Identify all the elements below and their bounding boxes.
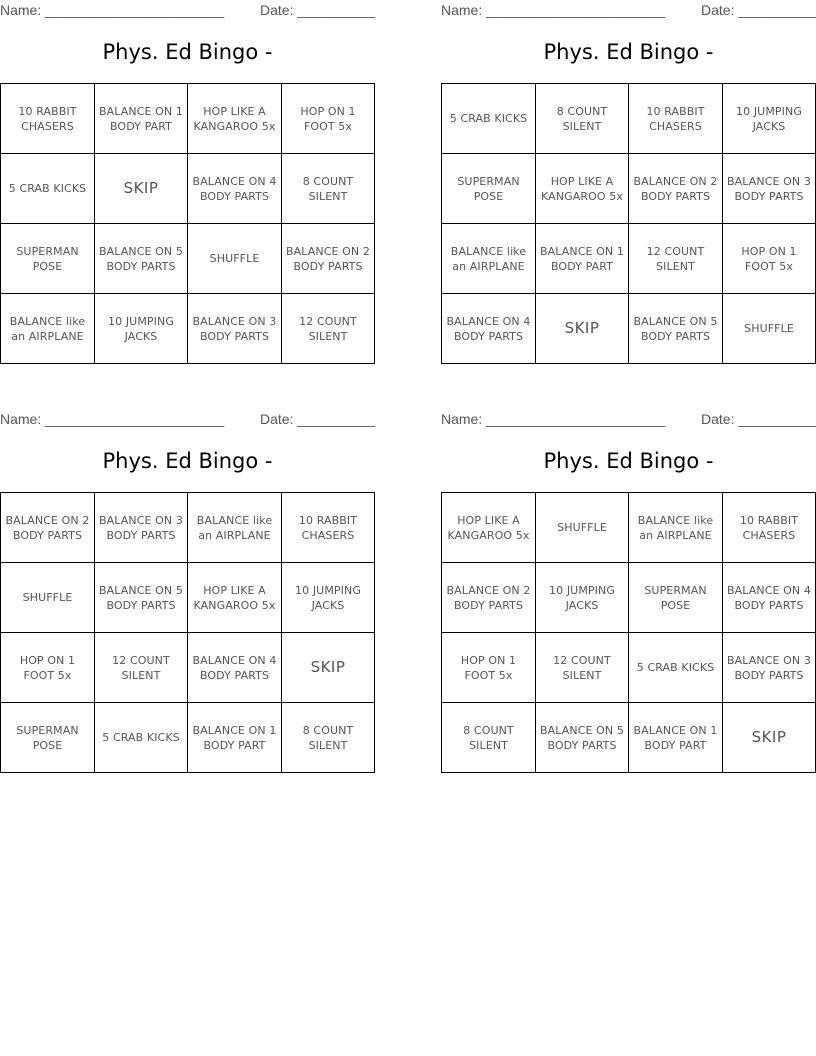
- bingo-cell: 10 RABBIT CHASERS: [282, 493, 375, 563]
- bingo-cell: SUPERMAN POSE: [629, 563, 723, 633]
- bingo-cell: SKIP: [723, 703, 816, 773]
- bingo-cell: BALANCE ON 2 BODY PARTS: [442, 563, 536, 633]
- bingo-cell: BALANCE ON 5 BODY PARTS: [536, 703, 629, 773]
- bingo-cell: SKIP: [536, 294, 629, 364]
- bingo-grid: [0, 83, 375, 364]
- bingo-cell: BALANCE ON 1 BODY PART: [188, 703, 282, 773]
- bingo-cell: 5 CRAB KICKS: [629, 633, 723, 703]
- bingo-grid: [441, 83, 816, 364]
- card-title: Phys. Ed Bingo -: [102, 40, 273, 64]
- bingo-card-1: [0, 0, 376, 343]
- bingo-grid: [0, 492, 375, 773]
- bingo-cell: BALANCE ON 5 BODY PARTS: [95, 224, 188, 294]
- card-header: [0, 0, 375, 22]
- bingo-card-3: [0, 409, 376, 752]
- bingo-cell: 10 RABBIT CHASERS: [629, 84, 723, 154]
- bingo-cell: BALANCE ON 3 BODY PARTS: [723, 633, 816, 703]
- date-field-label: Date: __________: [260, 411, 376, 427]
- bingo-cell: BALANCE ON 4 BODY PARTS: [188, 633, 282, 703]
- bingo-cell: SKIP: [282, 633, 375, 703]
- date-field-label: Date: __________: [701, 411, 816, 427]
- bingo-cell: 12 COUNT SILENT: [536, 633, 629, 703]
- bingo-cell: 5 CRAB KICKS: [442, 84, 536, 154]
- bingo-cell: BALANCE ON 3 BODY PARTS: [95, 493, 188, 563]
- bingo-cell: 8 COUNT SILENT: [282, 703, 375, 773]
- bingo-cell: 12 COUNT SILENT: [282, 294, 375, 364]
- bingo-cell: SHUFFLE: [1, 563, 95, 633]
- bingo-cell: BALANCE ON 1 BODY PART: [629, 703, 723, 773]
- card-header: [441, 0, 816, 22]
- bingo-card-4: [441, 409, 816, 752]
- bingo-card-2: [441, 0, 816, 343]
- bingo-cell: 10 JUMPING JACKS: [723, 84, 816, 154]
- bingo-cell: SHUFFLE: [723, 294, 816, 364]
- card-header: [0, 409, 375, 431]
- bingo-cell: BALANCE like an AIRPLANE: [442, 224, 536, 294]
- bingo-cell: BALANCE ON 3 BODY PARTS: [188, 294, 282, 364]
- bingo-cell: 10 JUMPING JACKS: [282, 563, 375, 633]
- bingo-cell: BALANCE ON 5 BODY PARTS: [629, 294, 723, 364]
- bingo-cell: HOP LIKE A KANGAROO 5x: [188, 563, 282, 633]
- bingo-cell: HOP LIKE A KANGAROO 5x: [442, 493, 536, 563]
- bingo-cell: 8 COUNT SILENT: [282, 154, 375, 224]
- bingo-cell: HOP LIKE A KANGAROO 5x: [536, 154, 629, 224]
- bingo-cell: 5 CRAB KICKS: [1, 154, 95, 224]
- bingo-cell: BALANCE like an AIRPLANE: [1, 294, 95, 364]
- name-field-label: Name: _______________________: [441, 2, 666, 18]
- bingo-cell: SUPERMAN POSE: [1, 224, 95, 294]
- bingo-cell: BALANCE ON 5 BODY PARTS: [95, 563, 188, 633]
- bingo-cell: BALANCE like an AIRPLANE: [629, 493, 723, 563]
- card-title: Phys. Ed Bingo -: [543, 449, 714, 473]
- card-title: Phys. Ed Bingo -: [543, 40, 714, 64]
- name-field-label: Name: _______________________: [0, 411, 225, 427]
- bingo-cell: 5 CRAB KICKS: [95, 703, 188, 773]
- bingo-cell: BALANCE ON 4 BODY PARTS: [442, 294, 536, 364]
- name-field-label: Name: _______________________: [0, 2, 225, 18]
- bingo-cell: BALANCE ON 4 BODY PARTS: [723, 563, 816, 633]
- bingo-cell: SHUFFLE: [536, 493, 629, 563]
- bingo-cell: BALANCE ON 1 BODY PART: [95, 84, 188, 154]
- bingo-cell: SUPERMAN POSE: [442, 154, 536, 224]
- bingo-cell: 12 COUNT SILENT: [95, 633, 188, 703]
- date-field-label: Date: __________: [260, 2, 376, 18]
- bingo-cell: 10 RABBIT CHASERS: [1, 84, 95, 154]
- card-header: [441, 409, 816, 431]
- name-field-label: Name: _______________________: [441, 411, 666, 427]
- bingo-cell: BALANCE ON 2 BODY PARTS: [1, 493, 95, 563]
- bingo-cell: 10 JUMPING JACKS: [95, 294, 188, 364]
- bingo-cell: HOP ON 1 FOOT 5x: [723, 224, 816, 294]
- bingo-cell: BALANCE ON 1 BODY PART: [536, 224, 629, 294]
- bingo-cell: SUPERMAN POSE: [1, 703, 95, 773]
- bingo-cell: 8 COUNT SILENT: [442, 703, 536, 773]
- bingo-grid: [441, 492, 816, 773]
- bingo-cell: HOP ON 1 FOOT 5x: [1, 633, 95, 703]
- bingo-cell: HOP ON 1 FOOT 5x: [282, 84, 375, 154]
- bingo-cell: 8 COUNT SILENT: [536, 84, 629, 154]
- bingo-cell: BALANCE like an AIRPLANE: [188, 493, 282, 563]
- bingo-cell: BALANCE ON 2 BODY PARTS: [282, 224, 375, 294]
- bingo-cell: SKIP: [95, 154, 188, 224]
- card-title: Phys. Ed Bingo -: [102, 449, 273, 473]
- bingo-cell: HOP ON 1 FOOT 5x: [442, 633, 536, 703]
- bingo-cell: BALANCE ON 4 BODY PARTS: [188, 154, 282, 224]
- date-field-label: Date: __________: [701, 2, 816, 18]
- bingo-cell: BALANCE ON 2 BODY PARTS: [629, 154, 723, 224]
- bingo-cell: SHUFFLE: [188, 224, 282, 294]
- bingo-cell: BALANCE ON 3 BODY PARTS: [723, 154, 816, 224]
- bingo-cell: 10 RABBIT CHASERS: [723, 493, 816, 563]
- bingo-cell: 10 JUMPING JACKS: [536, 563, 629, 633]
- bingo-cell: HOP LIKE A KANGAROO 5x: [188, 84, 282, 154]
- bingo-cell: 12 COUNT SILENT: [629, 224, 723, 294]
